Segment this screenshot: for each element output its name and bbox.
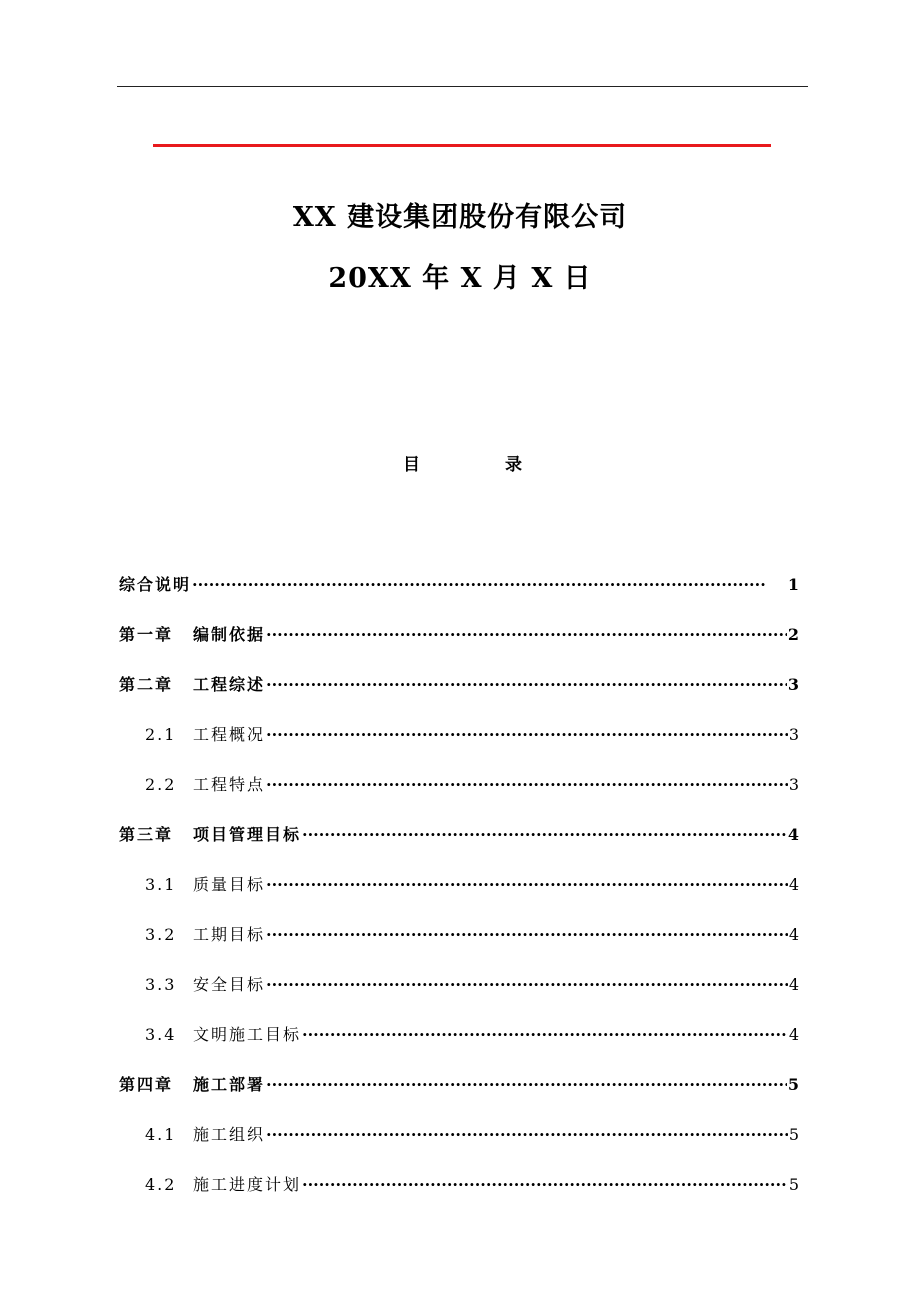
toc-entry[interactable] — [119, 896, 799, 946]
toc-entry-label: 工程特点 — [193, 775, 266, 794]
toc-leader-dots — [302, 1024, 788, 1046]
toc-page-number: 3 — [787, 675, 799, 694]
toc-page-number: 4 — [788, 875, 799, 894]
toc-title-right: 录 — [505, 455, 522, 475]
toc-leader-dots — [266, 874, 788, 896]
toc-entry[interactable] — [119, 1146, 799, 1196]
toc-page-number: 1 — [787, 575, 799, 594]
toc-entry[interactable] — [119, 546, 799, 596]
toc-leader-dots — [266, 974, 788, 996]
toc-chapter-number: 第二章 — [119, 675, 174, 694]
toc-page-number: 4 — [788, 1025, 799, 1044]
toc-leader-dots — [266, 924, 788, 946]
toc-section-number: 3.4 — [145, 1025, 177, 1044]
document-date: 20XX 年 X 月 X 日 — [328, 263, 592, 294]
toc-entry-label: 编制依据 — [193, 625, 266, 644]
toc-entry[interactable] — [119, 996, 799, 1046]
toc-leader-dots — [302, 824, 787, 846]
toc-leader-dots — [266, 1074, 787, 1096]
toc-section-number: 3.2 — [145, 925, 177, 944]
toc-section-number: 4.1 — [145, 1125, 177, 1144]
toc-entry-label: 综合说明 — [119, 575, 192, 594]
toc-page-number: 2 — [787, 625, 799, 644]
toc-entry-label: 施工进度计划 — [193, 1175, 302, 1194]
toc-entry-label: 工程综述 — [193, 675, 266, 694]
table-of-contents — [119, 546, 799, 1196]
toc-page-number: 4 — [787, 825, 799, 844]
toc-section-number: 4.2 — [145, 1175, 177, 1194]
toc-entry[interactable] — [119, 1096, 799, 1146]
toc-page-number: 5 — [788, 1175, 799, 1194]
company-name: XX 建设集团股份有限公司 — [292, 202, 628, 233]
toc-chapter-number: 第一章 — [119, 625, 174, 644]
toc-section-number: 3.3 — [145, 975, 177, 994]
toc-leader-dots — [266, 724, 788, 746]
toc-entry-label: 工程概况 — [193, 725, 266, 744]
header-rule — [117, 86, 808, 87]
toc-section-number: 2.1 — [145, 725, 177, 744]
toc-entry[interactable] — [119, 696, 799, 746]
toc-entry[interactable] — [119, 946, 799, 996]
toc-entry-label: 文明施工目标 — [193, 1025, 302, 1044]
toc-entry[interactable] — [119, 846, 799, 896]
toc-entry[interactable] — [119, 646, 799, 696]
toc-page-number: 5 — [787, 1075, 799, 1094]
toc-page-number: 3 — [788, 725, 799, 744]
toc-title — [0, 450, 920, 475]
toc-leader-dots — [266, 674, 787, 696]
toc-entry-label: 项目管理目标 — [193, 825, 302, 844]
toc-leader-dots — [266, 624, 787, 646]
toc-entry[interactable] — [119, 746, 799, 796]
toc-page-number: 4 — [788, 975, 799, 994]
red-divider — [153, 144, 771, 147]
toc-leader-dots — [192, 574, 787, 596]
toc-leader-dots — [266, 774, 788, 796]
toc-leader-dots — [266, 1124, 788, 1146]
toc-chapter-number: 第四章 — [119, 1075, 174, 1094]
toc-page-number: 4 — [788, 925, 799, 944]
toc-entry-label: 工期目标 — [193, 925, 266, 944]
toc-entry[interactable] — [119, 796, 799, 846]
toc-entry-label: 安全目标 — [193, 975, 266, 994]
toc-entry-label: 质量目标 — [193, 875, 266, 894]
toc-entry-label: 施工组织 — [193, 1125, 266, 1144]
toc-chapter-number: 第三章 — [119, 825, 174, 844]
toc-entry-label: 施工部署 — [193, 1075, 266, 1094]
toc-section-number: 2.2 — [145, 775, 177, 794]
toc-section-number: 3.1 — [145, 875, 177, 894]
toc-page-number: 5 — [788, 1125, 799, 1144]
toc-title-left: 目 — [403, 455, 420, 475]
toc-leader-dots — [302, 1174, 788, 1196]
toc-page-number: 3 — [788, 775, 799, 794]
toc-entry[interactable] — [119, 596, 799, 646]
toc-entry[interactable] — [119, 1046, 799, 1096]
